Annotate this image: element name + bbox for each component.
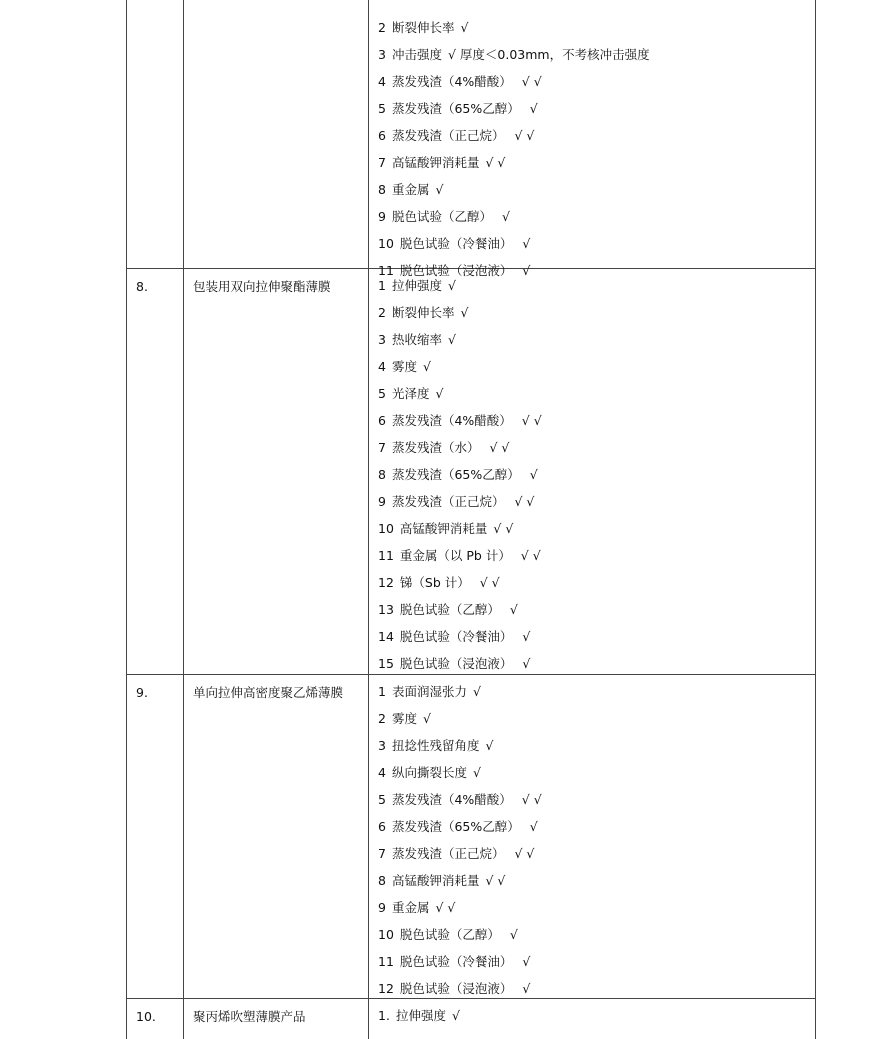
list-item: 2 雾度 √ xyxy=(378,711,431,726)
list-item: 3 热收缩率 √ xyxy=(378,332,456,347)
product-name-cell xyxy=(183,0,368,268)
list-item: 13 脱色试验（乙醇） √ xyxy=(378,602,518,617)
list-item: 8 蒸发残渣（65%乙醇） √ xyxy=(378,467,538,482)
row-number-cell xyxy=(126,999,183,1039)
test-items-cell xyxy=(368,999,816,1039)
list-item: 2 断裂伸长率 √ xyxy=(378,305,469,320)
product-name: 单向拉伸高密度聚乙烯薄膜 xyxy=(193,685,344,700)
list-item: 12 锑（Sb 计） √ √ xyxy=(378,575,500,590)
list-item: 9 蒸发残渣（正己烷） √ √ xyxy=(378,494,535,509)
row-number-cell xyxy=(126,0,183,268)
test-items-cell xyxy=(368,675,816,998)
list-item: 10 脱色试验（冷餐油） √ xyxy=(378,236,531,251)
table-row xyxy=(126,269,816,675)
list-item xyxy=(378,0,815,14)
list-item: 2 断裂伸长率 √ xyxy=(378,20,469,35)
list-item: 12 脱色试验（浸泡液） √ xyxy=(378,981,531,996)
test-items-table xyxy=(126,0,816,1039)
product-name-cell xyxy=(183,269,368,674)
test-items-cell xyxy=(368,0,816,278)
row-number: 10. xyxy=(136,1009,156,1024)
list-item: 7 蒸发残渣（水） √ √ xyxy=(378,440,510,455)
test-items-cell xyxy=(368,269,816,674)
list-item: 5 蒸发残渣（65%乙醇） √ xyxy=(378,101,538,116)
product-name: 包装用双向拉伸聚酯薄膜 xyxy=(193,279,331,294)
list-item: 5 光泽度 √ xyxy=(378,386,444,401)
list-item: 9 脱色试验（乙醇） √ xyxy=(378,209,510,224)
row-number: 9. xyxy=(136,685,148,700)
list-item: 9 重金属 √ √ xyxy=(378,900,456,915)
list-item: 6 蒸发残渣（65%乙醇） √ xyxy=(378,819,538,834)
product-name-cell xyxy=(183,999,368,1039)
table-row xyxy=(126,675,816,999)
product-name-cell xyxy=(183,675,368,998)
list-item: 1. 拉伸强度 √ xyxy=(378,1008,460,1023)
list-item: 7 高锰酸钾消耗量 √ √ xyxy=(378,155,506,170)
list-item: 3 扭捻性残留角度 √ xyxy=(378,738,494,753)
row-number-cell xyxy=(126,269,183,674)
list-item: 1 拉伸强度 √ xyxy=(378,278,456,293)
list-item: 10 脱色试验（乙醇） √ xyxy=(378,927,518,942)
test-item-list xyxy=(369,678,815,1002)
list-item: 4 纵向撕裂长度 √ xyxy=(378,765,481,780)
list-item: 10 高锰酸钾消耗量 √ √ xyxy=(378,521,514,536)
list-item: 6 蒸发残渣（正己烷） √ √ xyxy=(378,128,535,143)
list-item: 14 脱色试验（冷餐油） √ xyxy=(378,629,531,644)
list-item: 1 表面润湿张力 √ xyxy=(378,684,481,699)
row-number: 8. xyxy=(136,279,148,294)
row-number-cell xyxy=(126,675,183,998)
list-item: 4 蒸发残渣（4%醋酸） √ √ xyxy=(378,74,542,89)
list-item: 3 冲击强度 √ 厚度＜0.03mm，不考核冲击强度 xyxy=(378,47,650,62)
list-item: 4 雾度 √ xyxy=(378,359,431,374)
test-item-list xyxy=(369,0,815,284)
list-item: 7 蒸发残渣（正己烷） √ √ xyxy=(378,846,535,861)
test-item-list xyxy=(369,272,815,677)
list-item: 11 重金属（以 Pb 计） √ √ xyxy=(378,548,541,563)
list-item: 6 蒸发残渣（4%醋酸） √ √ xyxy=(378,413,542,428)
product-name: 聚丙烯吹塑薄膜产品 xyxy=(193,1009,306,1024)
list-item: 5 蒸发残渣（4%醋酸） √ √ xyxy=(378,792,542,807)
list-item: 8 高锰酸钾消耗量 √ √ xyxy=(378,873,506,888)
table-row xyxy=(126,0,816,278)
list-item: 11 脱色试验（浸泡液） √ xyxy=(378,263,531,278)
list-item: 11 脱色试验（冷餐油） √ xyxy=(378,954,531,969)
list-item: 8 重金属 √ xyxy=(378,182,444,197)
list-item: 15 脱色试验（浸泡液） √ xyxy=(378,656,531,671)
table-row xyxy=(126,999,816,1039)
